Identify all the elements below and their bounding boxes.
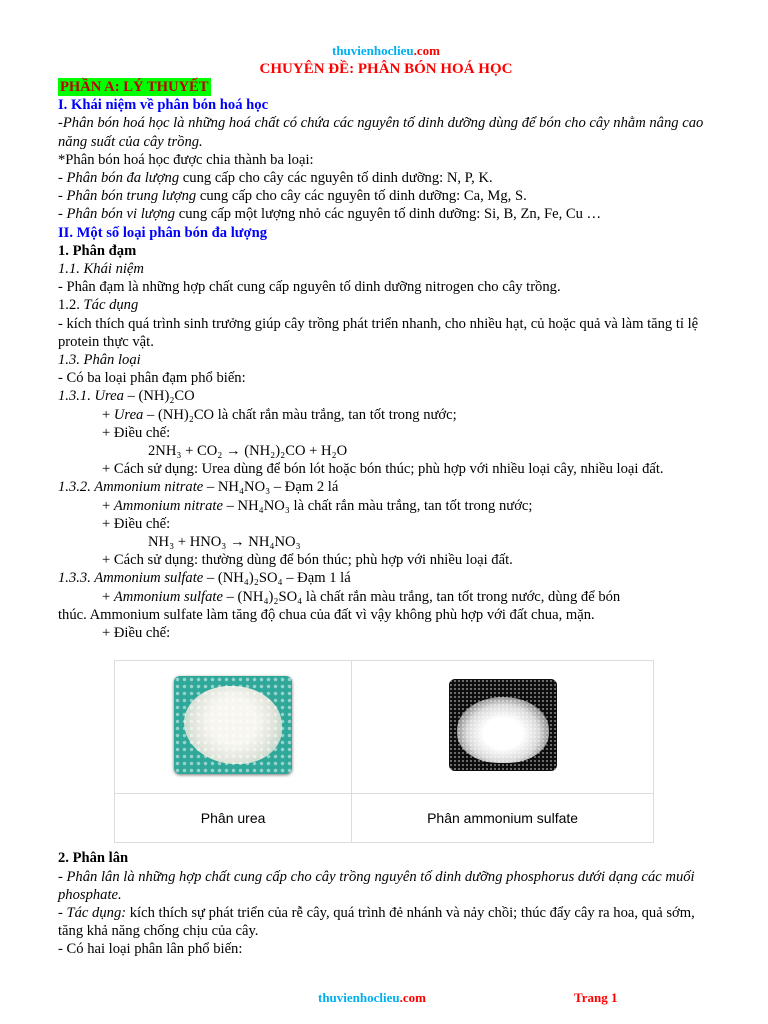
document-page [58, 42, 714, 959]
document-title: CHUYÊN ĐỀ: PHÂN BÓN HOÁ HỌC [259, 61, 513, 77]
fertilizer-image-table [114, 660, 654, 843]
nitrogen-effect: - kích thích quá trình sinh trưởng giúp cây trồng phát triển nhanh, cho nhiều hạt, củ hoặc quả và làm tăng tỉ lệ protein thực vật. [58, 315, 699, 350]
footer-site: thuvienhoclieu.com [318, 990, 426, 1005]
nitrogen-definition: - Phân đạm là những hợp chất cung cấp nguyên tố dinh dưỡng nitrogen cho cây trồng. [58, 279, 561, 296]
concept-subheading: 1.1. Khái niệm [58, 261, 144, 278]
urea-description: + Urea – (NH)₂CO là chất rắn màu trắng, tan tốt trong nước; [102, 406, 457, 423]
sulfate-caption: Phân ammonium sulfate [352, 794, 654, 843]
site-header [58, 42, 714, 60]
effect-subheading: 1.2. Tác dụng [58, 297, 139, 314]
urea-caption: Phân urea [115, 794, 352, 843]
phosphate-effect: - Tác dụng: kích thích sự phát triển của rễ cây, quá trình đẻ nhánh và nảy chồi; thúc đẩy cây ra hoa, quả sớm, tăng khả năng chống chịu của cây. [58, 904, 695, 940]
urea-heading: 1.3.1. Urea – (NH)₂CO [58, 388, 195, 405]
urea-photo [174, 676, 292, 774]
nitrogen-heading: 1. Phân đạm [58, 242, 137, 259]
type-macro: - Phân bón đa lượng cung cấp cho cây các nguyên tố dinh dưỡng: N, P, K. [58, 170, 493, 187]
type-secondary: - Phân bón trung lượng cung cấp cho cây các nguyên tố dinh dưỡng: Ca, Mg, S. [58, 188, 527, 205]
section-2-heading: II. Một số loại phân bón đa lượng [58, 224, 268, 241]
page-number: Trang 1 [574, 990, 618, 1005]
page-footer [0, 990, 768, 1008]
sulfate-description: + Ammonium sulfate – (NH₄)₂SO₄ là chất rắn màu trắng, tan tốt trong nước, dùng để bón thúc. Ammonium sulfate làm tăng độ chua của đất vì vậy không phù hợp với đất chua, mặn. [58, 588, 621, 623]
urea-image-cell [115, 661, 352, 794]
type-micro: - Phân bón vi lượng cung cấp một lượng nhỏ các nguyên tố dinh dưỡng: Si, B, Zn, Fe, Cu … [58, 206, 602, 223]
phosphate-definition: - Phân lân là những hợp chất cung cấp cho cây trồng nguyên tố dinh dưỡng phosphorus dưới dạng các muối phosphate. [58, 868, 695, 903]
nitrate-prep-label: + Điều chế: [102, 515, 171, 532]
ammonium-sulfate-photo [449, 679, 557, 771]
phosphate-types-intro: - Có hai loại phân lân phổ biến: [58, 941, 243, 958]
sulfate-heading: 1.3.3. Ammonium sulfate – (NH₄)₂SO₄ – Đạm 1 lá [58, 570, 351, 587]
site-tld: .com [413, 43, 440, 58]
nitrate-equation: NH₃ + HNO₃ → NH₄NO₃ [148, 534, 301, 551]
section-1-heading: I. Khái niệm về phân bón hoá học [58, 97, 269, 114]
nitrogen-types-intro: - Có ba loại phân đạm phổ biến: [58, 370, 246, 387]
classification-subheading: 1.3. Phân loại [58, 352, 141, 369]
urea-usage: + Cách sử dụng: Urea dùng để bón lót hoặc bón thúc; phù hợp với nhiều loại cây, nhiều loại đất. [102, 461, 664, 478]
sulfate-image-cell [352, 661, 654, 794]
phosphate-heading: 2. Phân lân [58, 850, 129, 867]
sulfate-prep-label: + Điều chế: [102, 625, 171, 642]
classification-intro: *Phân bón hoá học được chia thành ba loại: [58, 151, 314, 168]
nitrate-usage: + Cách sử dụng: thường dùng để bón thúc; phù hợp với nhiều loại đất. [102, 552, 513, 569]
urea-prep-label: + Điều chế: [102, 424, 171, 441]
nitrate-description: + Ammonium nitrate – NH₄NO₃ là chất rắn màu trắng, tan tốt trong nước; [102, 497, 533, 514]
urea-equation: 2NH₃ + CO₂ → (NH₂)₂CO + H₂O [148, 443, 348, 460]
fertilizer-definition: -Phân bón hoá học là những hoá chất có chứa các nguyên tố dinh dưỡng dùng để bón cho cây nhằm nâng cao năng suất của cây trồng. [58, 115, 704, 150]
part-a-heading: PHẦN A: LÝ THUYẾT [60, 79, 209, 95]
site-name: thuvienhoclieu [332, 43, 414, 58]
nitrate-heading: 1.3.2. Ammonium nitrate – NH₄NO₃ – Đạm 2 lá [58, 479, 339, 496]
